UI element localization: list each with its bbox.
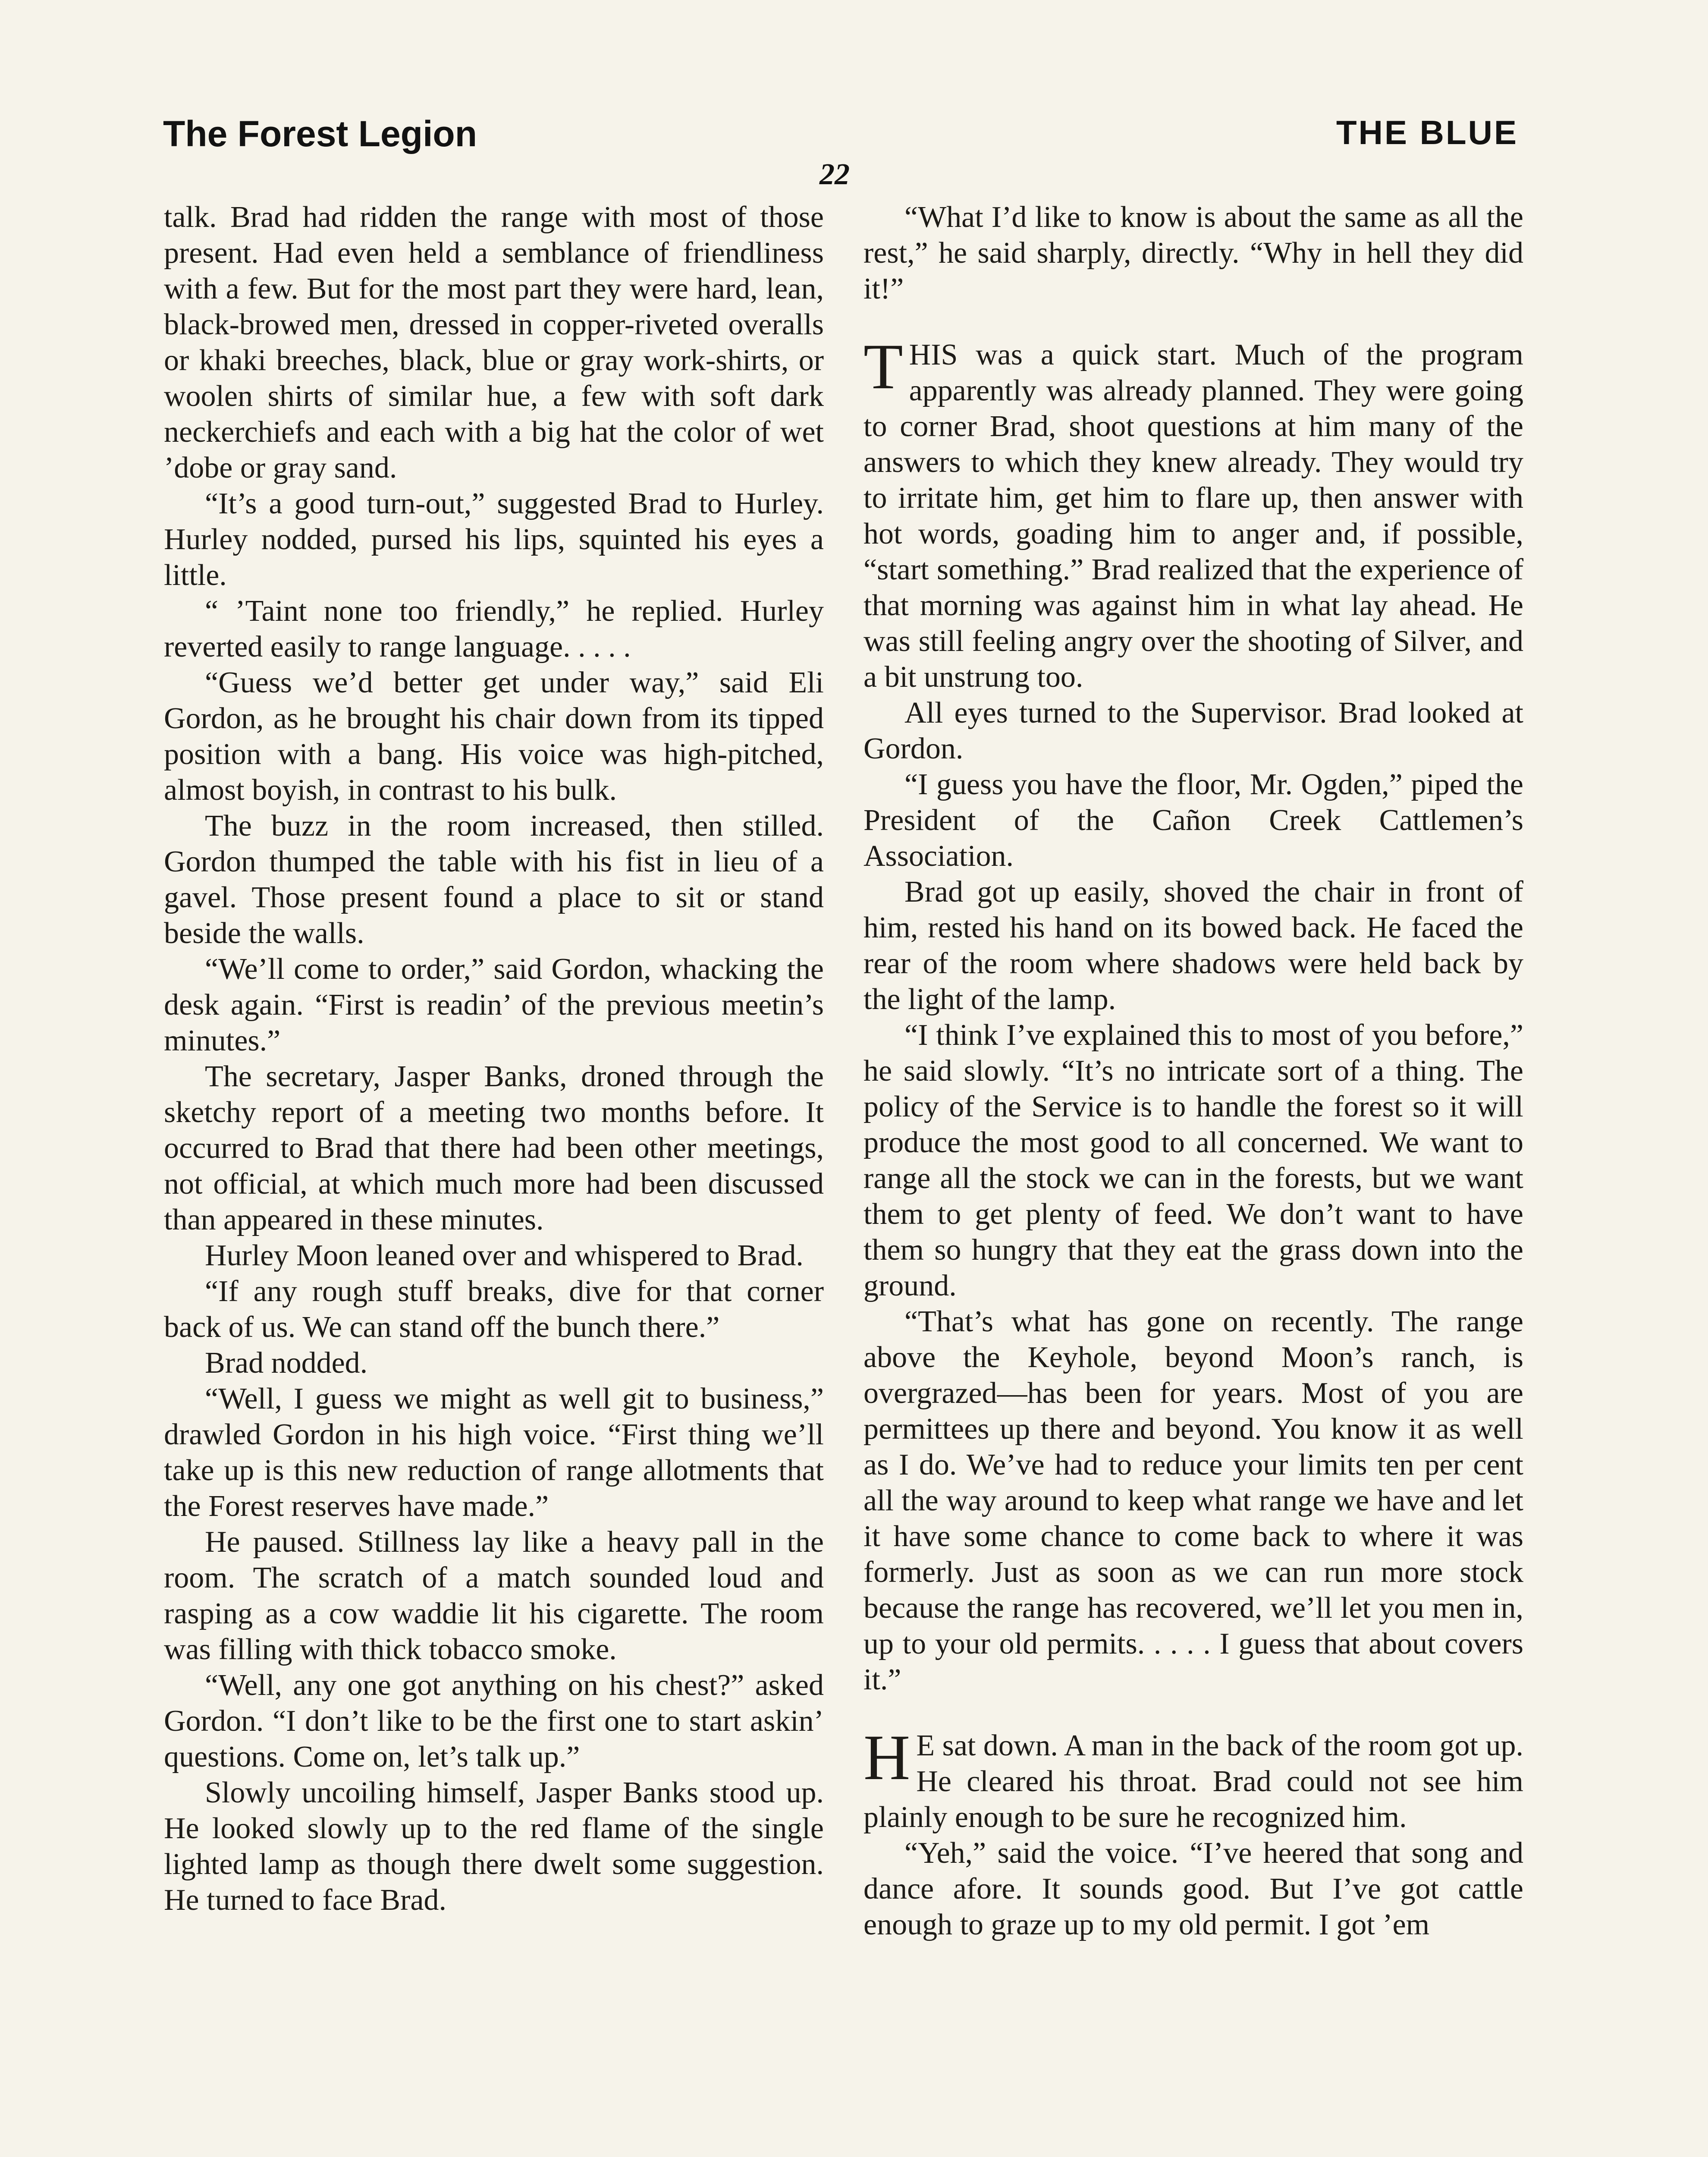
- paragraph: Brad nodded.: [205, 1346, 368, 1380]
- paragraph-text: HIS was a quick start. Much of the program apparently was already planned. They were going to corner Brad, shoot questions at him many of the answers to which they knew already. They would try to irritate him, get him to flare up, then answer with hot words, goading him to anger and, if possible, “start something.” Brad realized that the experience of that morning was against him in what lay ahead. He was still feeling angry over the shooting of Silver, and a bit unstrung too.: [863, 338, 1523, 694]
- story-title: The Forest Legion: [163, 113, 477, 154]
- paragraph: Brad got up easily, shoved the chair in front of him, rested his hand on its bowed back. He faced the rear of the room where shadows were held back by the light of the lamp.: [863, 875, 1523, 1016]
- page-number: 22: [819, 158, 850, 191]
- paragraph: “Well, I guess we might as well git to business,” drawled Gordon in his high voice. “First thing we’ll take up is this new reduction of range allotments that the Forest reserves have made.”: [164, 1382, 824, 1523]
- paragraph: Hurley Moon leaned over and whispered to Brad.: [205, 1239, 804, 1272]
- paragraph: talk. Brad had ridden the range with most of those present. Had even held a semblance of friendliness with a few. But for the most part they were hard, lean, black-browed men, dressed in copper-riveted overalls or khaki breeches, black, blue or gray work-shirts, or woolen shirts of similar hue, a few with soft dark neckerchiefs and each with a big hat the color of wet ’dobe or gray sand.: [164, 201, 824, 484]
- right-column: [863, 199, 1523, 1943]
- magazine-title: THE BLUE: [1336, 113, 1518, 151]
- paragraph: The buzz in the room increased, then stilled. Gordon thumped the table with his fist in lieu of a gavel. Those present found a place to sit or stand beside the walls.: [164, 809, 824, 950]
- paragraph: “Yeh,” said the voice. “I’ve heered that song and dance afore. It sounds good. But I’ve got cattle enough to graze up to my old permit. I got ’em: [863, 1836, 1523, 1941]
- paragraph-dropcap: [863, 331, 1523, 695]
- paragraph: “Well, any one got anything on his chest?” asked Gordon. “I don’t like to be the first one to start askin’ questions. Come on, let’s talk up.”: [164, 1669, 824, 1773]
- paragraph: Slowly uncoiling himself, Jasper Banks stood up. He looked slowly up to the red flame of the single lighted lamp as though there dwelt some suggestion. He turned to face Brad.: [164, 1776, 824, 1917]
- paragraph: “ ’Taint none too friendly,” he replied. Hurley reverted easily to range language. . . . .: [164, 594, 824, 663]
- paragraph: “Guess we’d better get under way,” said Eli Gordon, as he brought his chair down from its tipped position with a bang. His voice was high-pitched, almost boyish, in contrast to his bulk.: [164, 666, 824, 807]
- paragraph: “That’s what has gone on recently. The range above the Keyhole, beyond Moon’s ranch, is overgrazed—has been for years. Most of you are permittees up there and beyond. You know it as well as I do. We’ve had to reduce your limits ten per cent all the way around to keep what range we have and let it have some chance to come back to where it was formerly. Just as soon as we can run more stock because the range has recovered, we’ll let you men in, up to your old permits. . . . . I guess that about covers it.”: [863, 1305, 1523, 1696]
- left-column: [164, 199, 824, 1918]
- paragraph-text: E sat down. A man in the back of the room got up. He cleared his throat. Brad could not see him plainly enough to be sure he recognized him.: [863, 1729, 1523, 1834]
- paragraph: “If any rough stuff breaks, dive for that corner back of us. We can stand off the bunch there.”: [164, 1275, 824, 1344]
- paragraph: “I think I’ve explained this to most of you before,” he said slowly. “It’s no intricate sort of a thing. The policy of the Service is to handle the forest so it will produce the most good to all concerned. We want to range all the stock we can in the forests, but we want them to get plenty of feed. We don’t want to have them so hungry that they eat the grass down into the ground.: [863, 1019, 1523, 1302]
- paragraph: “We’ll come to order,” said Gordon, whacking the desk again. “First is readin’ of the previous meetin’s minutes.”: [164, 953, 824, 1057]
- paragraph: “What I’d like to know is about the same as all the rest,” he said sharply, directly. “Why in hell they did it!”: [863, 201, 1523, 305]
- section-break: [863, 307, 1523, 337]
- paragraph: “I guess you have the floor, Mr. Ogden,” piped the President of the Cañon Creek Cattlemen’s Association.: [863, 768, 1523, 873]
- paragraph: All eyes turned to the Supervisor. Brad looked at Gordon.: [863, 696, 1523, 765]
- paragraph: He paused. Stillness lay like a heavy pall in the room. The scratch of a match sounded loud and rasping as a cow waddie lit his cigarette. The room was filling with thick tobacco smoke.: [164, 1525, 824, 1666]
- drop-cap: H: [863, 1722, 911, 1793]
- section-break: [863, 1698, 1523, 1728]
- paragraph: “It’s a good turn-out,” suggested Brad to Hurley. Hurley nodded, pursed his lips, squinted his eyes a little.: [164, 487, 824, 592]
- paragraph: The secretary, Jasper Banks, droned through the sketchy report of a meeting two months before. It occurred to Brad that there had been other meetings, not official, at which much more had been discussed than appeared in these minutes.: [164, 1060, 824, 1236]
- paragraph-dropcap: [863, 1722, 1523, 1835]
- drop-cap: T: [863, 331, 903, 402]
